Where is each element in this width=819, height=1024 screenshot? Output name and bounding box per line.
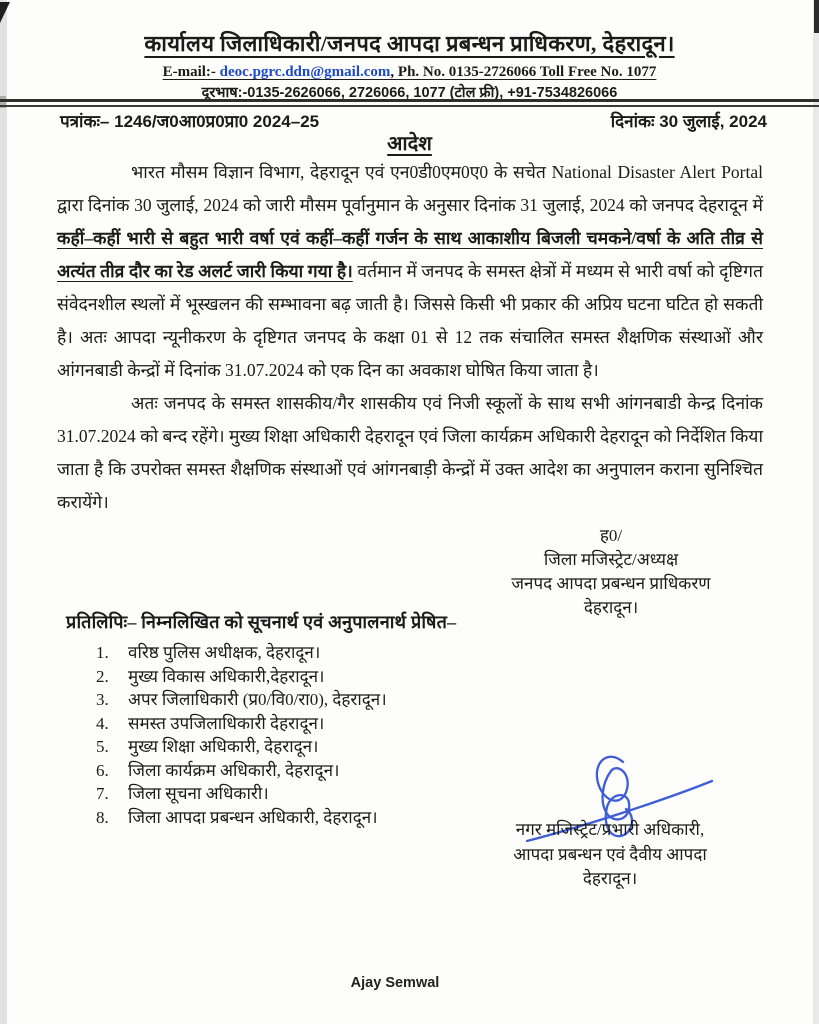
phone-toll-free: , Ph. No. 0135-2726066 Toll Free No. 1077 — [390, 64, 657, 80]
email-label: E-mail:- — [162, 64, 220, 80]
list-item — [96, 735, 387, 759]
list-item — [96, 712, 387, 736]
email-link[interactable]: deoc.pgrc.ddn@gmail.com — [219, 64, 391, 80]
item-number: 6. — [96, 760, 109, 780]
order-heading: आदेश — [387, 133, 432, 155]
signatory-authority: जनपद आपदा प्रबन्धन प्राधिकरण — [511, 574, 711, 593]
item-text: जिला कार्यक्रम अधिकारी, देहरादून। — [128, 760, 340, 780]
contact-line — [0, 64, 819, 81]
list-item — [96, 665, 387, 689]
para1-tail: वर्तमान में जनपद के समस्त क्षेत्रों में मध्यम से भारी वर्षा को दृष्टिगत संवेदनशील स्थलों में भूस्खलन की सम्भावना बढ़ जाती है। जिससे किसी भी प्रकार की अप्रिय घटना घटित हो सकती है। अतः आपदा न्यूनीकरण के दृष्टिगत जनपद के कक्षा 01 से 12 तक संचालित समस्त शैक्षणिक संस्थाओं और आंगनबाडी केन्द्रों में दिनांक 31.07.2024 को एक दिन का अवकाश घोषित किया जाता है। — [57, 261, 763, 380]
list-item — [96, 641, 387, 665]
item-number: 2. — [96, 666, 109, 686]
countersign-block — [465, 818, 755, 892]
copy-recipient-list — [96, 641, 387, 829]
item-text: जिला सूचना अधिकारी। — [128, 784, 269, 803]
item-text: वरिष्ठ पुलिस अधीक्षक, देहरादून। — [128, 643, 321, 662]
item-number: 7. — [96, 784, 109, 803]
list-item — [96, 782, 387, 806]
list-item — [96, 806, 387, 830]
header-divider — [0, 99, 819, 107]
red-alert-highlight: कहीं–कहीं भारी से बहुत भारी वर्षा एवं कहीं–कहीं गर्जन के साथ आकाशीय बिजली चमकने/वर्षा के अति तीव्र से अत्यंत तीव्र दौर का रेड अलर्ट जारी किया गया है। — [57, 228, 763, 281]
signatory-block — [455, 524, 767, 620]
item-number: 1. — [96, 643, 109, 662]
office-title: कार्यालय जिलाधिकारी/जनपद आपदा प्रबन्धन प्राधिकरण, देहरादून। — [144, 31, 675, 56]
order-paragraph-1 — [57, 156, 763, 387]
item-text: समस्त उपजिलाधिकारी देहरादून। — [128, 713, 325, 733]
item-text: मुख्य शिक्षा अधिकारी, देहरादून। — [128, 737, 319, 756]
item-number: 3. — [96, 690, 109, 709]
item-number: 5. — [96, 737, 109, 756]
footer-author-name: Ajay Semwal — [350, 975, 440, 991]
list-item — [96, 688, 387, 712]
countersign-place: देहरादून। — [582, 869, 638, 888]
order-heading-wrap — [0, 129, 819, 156]
list-item — [96, 759, 387, 783]
countersign-designation: नगर मजिस्ट्रेट/प्रभारी अधिकारी, — [515, 820, 705, 839]
copy-section-heading: प्रतिलिपिः– निम्नलिखित को सूचनार्थ एवं अनुपालनार्थ प्रेषित– — [66, 612, 457, 632]
letter-date: दिनांकः 30 जुलाई, 2024 — [610, 112, 767, 131]
item-text: जिला आपदा प्रबन्धन अधिकारी, देहरादून। — [128, 807, 378, 827]
signatory-designation: जिला मजिस्ट्रेट/अध्यक्ष — [543, 550, 679, 569]
signatory-sd: ह0/ — [599, 526, 623, 545]
para1-lead: भारत मौसम विज्ञान विभाग, देहरादून एवं एन0डी0एम0ए0 के सचेत National Disaster Alert Portal द्वारा दिनांक 30 जुलाई, 2024 को जारी मौसम पूर्वानुमान के अनुसार दिनांक 31 जुलाई, 2024 को जनपद देहरादून में — [57, 162, 763, 215]
item-text: मुख्य विकास अधिकारी,देहरादून। — [128, 666, 325, 686]
letter-number: पत्रांकः– 1246/ज0आ0प्र0प्रा0 2024–25 — [60, 112, 320, 131]
order-body — [57, 156, 763, 519]
item-number: 8. — [96, 807, 109, 827]
letterhead — [0, 28, 819, 102]
item-text: अपर जिलाधिकारी (प्र0/वि0/रा0), देहरादून। — [128, 690, 387, 709]
order-paragraph-2: अतः जनपद के समस्त शासकीय/गैर शासकीय एवं निजी स्कूलों के साथ सभी आंगनबाडी केन्द्र दिनांक 31.07.2024 को बन्द रहेंगे। मुख्य शिक्षा अधिकारी देहरादून एवं जिला कार्यक्रम अधिकारी देहरादून को निर्देशित किया जाता है कि उपरोक्त समस्त शैक्षणिक संस्थाओं एवं आंगनबाड़ी केन्द्रों में उक्त आदेश का अनुपालन कराना सुनिश्चित करायेंगे। — [57, 393, 763, 512]
item-number: 4. — [96, 713, 109, 733]
telephone-line: दूरभाष:-0135-2626066, 2726066, 1077 (टोल फ्री), +91-7534826066 — [201, 85, 618, 101]
signatory-place: देहरादून। — [583, 598, 639, 617]
countersign-department: आपदा प्रबन्धन एवं दैवीय आपदा — [513, 844, 707, 864]
